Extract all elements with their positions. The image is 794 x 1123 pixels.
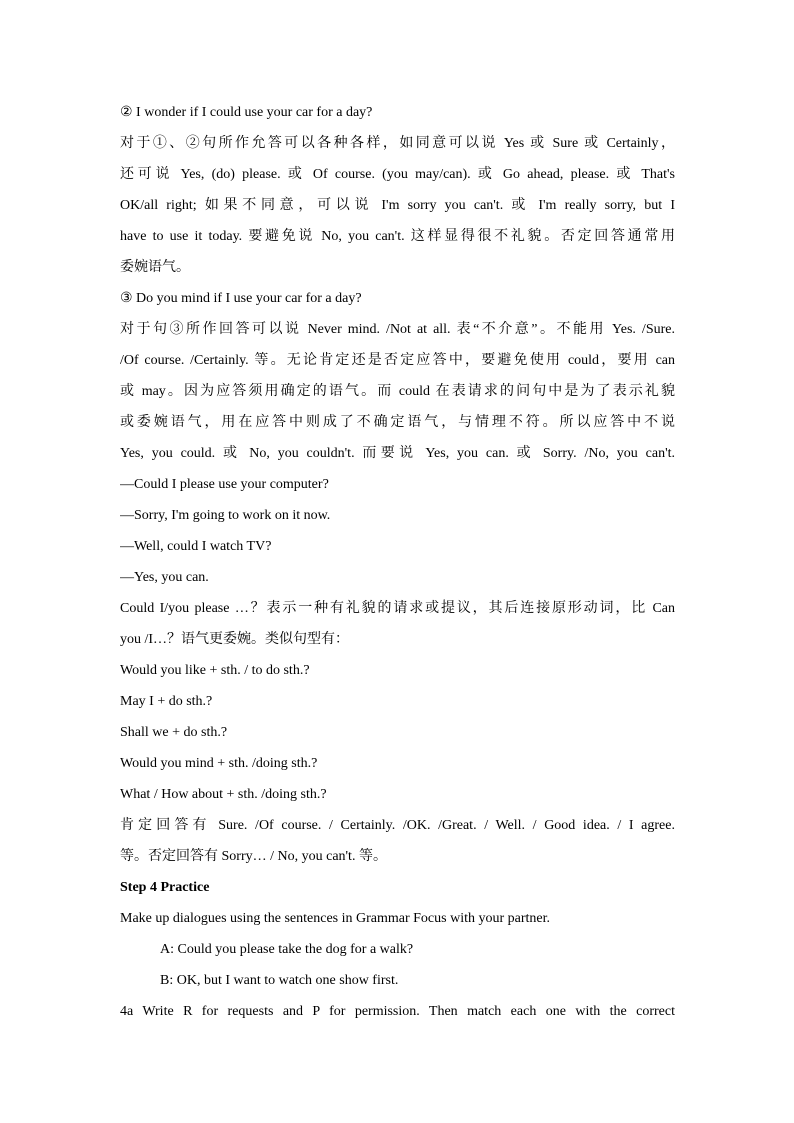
paragraph-line: you /I…？语气更委婉。类似句型有： (120, 632, 350, 647)
dialogue-line: —Yes, you can. (120, 570, 209, 585)
paragraph-line: 或委婉语气，用在应答中则成了不确定语气，与情理不符。所以应答中不说 (120, 415, 675, 430)
dialogue-line: —Sorry, I'm going to work on it now. (120, 508, 331, 523)
example-line: B: OK, but I want to watch one show first. (160, 973, 399, 988)
paragraph-line: Make up dialogues using the sentences in Grammar Focus with your partner. (120, 911, 551, 926)
paragraph-line: OK/all right; 如果不同意，可以说 I'm sorry you can't. 或 I'm really sorry, but I (120, 198, 675, 213)
paragraph-line: 还可说 Yes, (do) please. 或 Of course. (you may/can). 或 Go ahead, please. 或 That's (120, 167, 675, 182)
paragraph-line: have to use it today. 要避免说 No, you can't. 这样显得很不礼貌。否定回答通常用 (120, 229, 675, 244)
paragraph-line: Yes, you could. 或 No, you couldn't. 而要说 Yes, you can. 或 Sorry. /No, you can't. (120, 446, 675, 461)
paragraph-line: Could I/you please …？表示一种有礼貌的请求或提议，其后连接原形动词，比 Can (120, 601, 675, 616)
paragraph-line: 等。否定回答有 Sorry… / No, you can't. 等。 (120, 849, 387, 864)
pattern-line: Would you mind + sth. /doing sth.? (120, 756, 318, 771)
example-line: A: Could you please take the dog for a walk? (160, 942, 414, 957)
exercise-line: 4a Write R for requests and P for permission. Then match each one with the correct (120, 1004, 675, 1019)
paragraph-line: 委婉语气。 (120, 260, 190, 275)
pattern-line: What / How about + sth. /doing sth.? (120, 787, 327, 802)
paragraph-line: 肯定回答有 Sure. /Of course. / Certainly. /OK. /Great. / Well. / Good idea. / I agree. (120, 818, 675, 833)
sentence-2-heading: ② I wonder if I could use your car for a day? (120, 105, 373, 120)
paragraph-line: 或 may。因为应答须用确定的语气。而 could 在表请求的问句中是为了表示礼貌 (120, 384, 675, 399)
paragraph-line: 对于句③所作回答可以说 Never mind. /Not at all. 表“不介意”。不能用 Yes. /Sure. (120, 322, 675, 337)
paragraph-line: /Of course. /Certainly. 等。无论肯定还是否定应答中，要避免使用 could，要用 can (120, 353, 675, 368)
dialogue-line: —Well, could I watch TV? (120, 539, 272, 554)
dialogue-line: —Could I please use your computer? (120, 477, 329, 492)
sentence-3-heading: ③ Do you mind if I use your car for a day? (120, 291, 362, 306)
document-body (120, 97, 675, 1027)
pattern-line: Shall we + do sth.? (120, 725, 228, 740)
paragraph-line: 对于①、②句所作允答可以各种各样，如同意可以说 Yes 或 Sure 或 Certainly， (120, 136, 675, 151)
pattern-line: May I + do sth.? (120, 694, 213, 709)
section-heading: Step 4 Practice (120, 880, 210, 895)
pattern-line: Would you like + sth. / to do sth.? (120, 663, 310, 678)
